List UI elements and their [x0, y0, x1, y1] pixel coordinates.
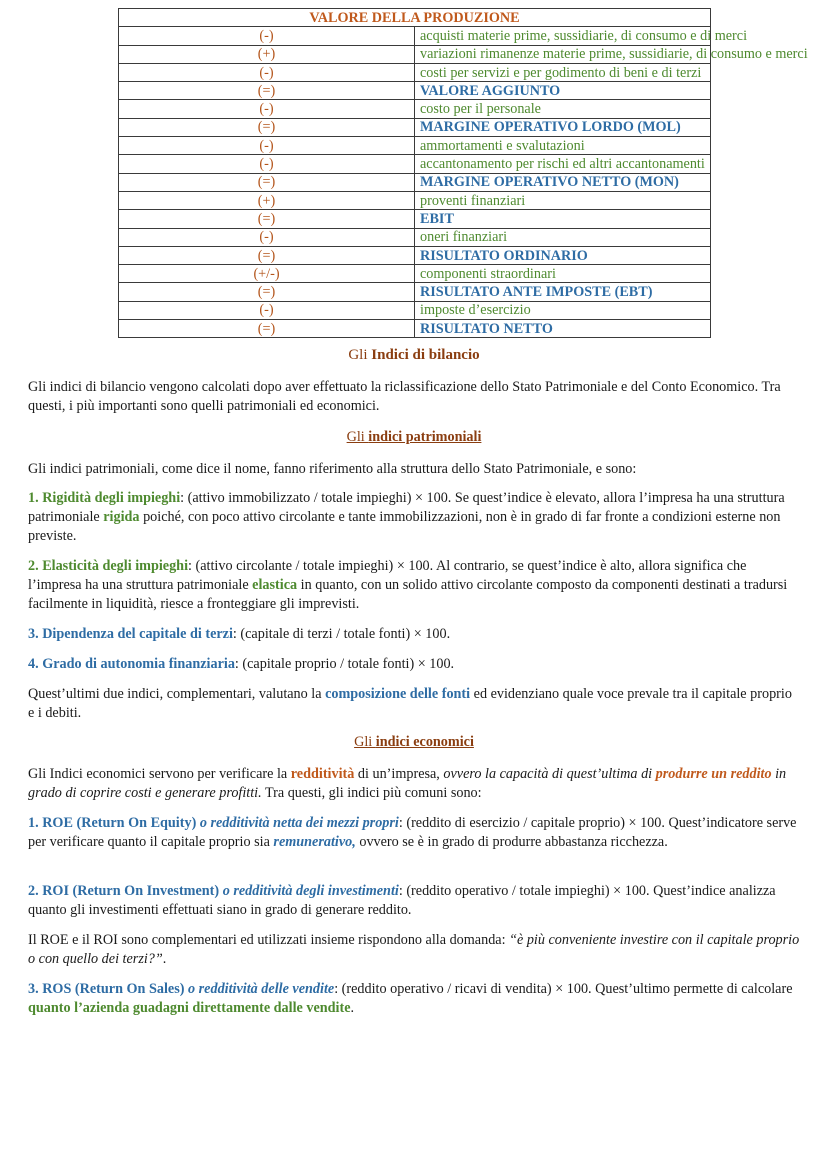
row-sign: (-) — [119, 137, 415, 155]
indice-dipendenza: 3. Dipendenza del capitale di terzi: (capitale di terzi / totale fonti) × 100. — [28, 626, 451, 642]
table-row — [119, 283, 711, 301]
table-row — [119, 320, 711, 338]
row-sign: (=) — [119, 246, 415, 264]
row-sign: (=) — [119, 320, 415, 338]
table-row — [119, 63, 711, 81]
row-sign: (=) — [119, 118, 415, 136]
row-total-label: RISULTATO ANTE IMPOSTE (EBT) — [415, 283, 711, 301]
row-sign: (-) — [119, 228, 415, 246]
indice-autonomia: 4. Grado di autonomia finanziaria: (capitale proprio / totale fonti) × 100. — [28, 656, 455, 672]
patrimoniali-intro: Gli indici patrimoniali, come dice il nome, fanno riferimento alla struttura dello Stato Patrimoniale, e sono: — [28, 461, 637, 477]
row-sign: (+) — [119, 191, 415, 209]
table-row — [119, 137, 711, 155]
table-header: VALORE DELLA PRODUZIONE — [119, 9, 711, 27]
table-row — [119, 173, 711, 191]
row-item-label: accantonamento per rischi ed altri accantonamenti — [415, 155, 711, 173]
table-row — [119, 45, 711, 63]
table-row — [119, 228, 711, 246]
table-row — [119, 27, 711, 45]
row-sign: (=) — [119, 82, 415, 100]
row-sign: (-) — [119, 27, 415, 45]
row-total-label: VALORE AGGIUNTO — [415, 82, 711, 100]
row-item-label: costi per servizi e per godimento di beni e di terzi — [415, 63, 711, 81]
row-item-label: ammortamenti e svalutazioni — [415, 137, 711, 155]
indice-rigidita: 1. Rigidità degli impieghi: (attivo immobilizzato / totale impieghi) × 100. Se quest’indice è elevato, allora l’impresa ha una struttura patrimoniale rigida poiché, con poco attivo circolante e tante immobilizzazioni, non è in grado di far fronte a condizioni esterne non previste. — [28, 490, 785, 545]
table-row — [119, 100, 711, 118]
intro-paragraph: Gli indici di bilancio vengono calcolati dopo aver effettuato la riclassificazione dello Stato Patrimoniale e del Conto Economico. Tra questi, i più importanti sono quelli patrimoniali ed economici. — [28, 379, 781, 415]
row-item-label: componenti straordinari — [415, 265, 711, 283]
table-row — [119, 82, 711, 100]
row-item-label: proventi finanziari — [415, 191, 711, 209]
row-total-label: EBIT — [415, 210, 711, 228]
conto-economico-table — [118, 8, 808, 338]
indice-ros: 3. ROS (Return On Sales) o redditività delle vendite: (reddito operativo / ricavi di vendita) × 100. Quest’ultimo permette di calcolare quanto l’azienda guadagni direttamente dalle vendite. — [28, 981, 793, 1017]
indice-roe: 1. ROE (Return On Equity) o redditività netta dei mezzi propri: (reddito di esercizio / capitale proprio) × 100. Quest’indicatore serve per verificare quanto il capitale proprio sia remunerativo, ovvero se è in grado di produrre abbastanza ricchezza. — [28, 815, 797, 851]
row-sign: (-) — [119, 301, 415, 319]
row-sign: (=) — [119, 283, 415, 301]
table-row — [119, 191, 711, 209]
section-title-patrimoniali: Gli indici patrimoniali — [346, 429, 482, 445]
table-row — [119, 118, 711, 136]
row-sign: (=) — [119, 210, 415, 228]
table-row — [119, 246, 711, 264]
row-total-label: MARGINE OPERATIVO LORDO (MOL) — [415, 118, 711, 136]
row-sign: (+) — [119, 45, 415, 63]
table-row — [119, 210, 711, 228]
row-total-label: RISULTATO ORDINARIO — [415, 246, 711, 264]
row-sign: (+/-) — [119, 265, 415, 283]
indice-elasticita: 2. Elasticità degli impieghi: (attivo circolante / totale impieghi) × 100. Al contrario, se quest’indice è alto, allora significa che l’impresa ha una struttura patrimoniale elastica in quanto, con un solido attivo circolante composto da componenti destinati a tradursi facilmente in liquidità, riesce a fronteggiare gli imprevisti. — [28, 558, 788, 613]
economici-intro: Gli Indici economici servono per verificare la redditività di un’impresa, ovvero la capacità di quest’ultima di produrre un reddito in grado di coprire costi e generare profitti. Tra questi, gli indici più comuni sono: — [28, 766, 787, 802]
row-item-label: imposte d’esercizio — [415, 301, 711, 319]
row-item-label: acquisti materie prime, sussidiarie, di consumo e di merci — [415, 27, 711, 45]
indice-roi: 2. ROI (Return On Investment) o redditività degli investimenti: (reddito operativo / totale impieghi) × 100. Quest’indice analizza quanto gli investimenti effettuati siano in grado di generare reddito. — [28, 883, 776, 919]
row-sign: (-) — [119, 63, 415, 81]
table-row — [119, 265, 711, 283]
section-title-economici: Gli indici economici — [354, 734, 474, 750]
row-item-label: oneri finanziari — [415, 228, 711, 246]
row-sign: (=) — [119, 173, 415, 191]
roe-roi-comparison: Il ROE e il ROI sono complementari ed utilizzati insieme rispondono alla domanda: “è più conveniente investire con il capitale proprio o con quello dei terzi?”. — [28, 932, 800, 968]
row-total-label: RISULTATO NETTO — [415, 320, 711, 338]
patrimoniali-closing: Quest’ultimi due indici, complementari, valutano la composizione delle fonti ed evidenziano quale voce prevale tra il capitale proprio e i debiti. — [28, 686, 792, 722]
row-item-label: costo per il personale — [415, 100, 711, 118]
row-total-label: MARGINE OPERATIVO NETTO (MON) — [415, 173, 711, 191]
table-row — [119, 301, 711, 319]
page-title: Gli Indici di bilancio — [348, 347, 480, 363]
table-row — [119, 155, 711, 173]
row-item-label: variazioni rimanenze materie prime, sussidiarie, di consumo e merci — [415, 45, 711, 63]
row-sign: (-) — [119, 155, 415, 173]
row-sign: (-) — [119, 100, 415, 118]
table-header-row — [119, 9, 711, 27]
